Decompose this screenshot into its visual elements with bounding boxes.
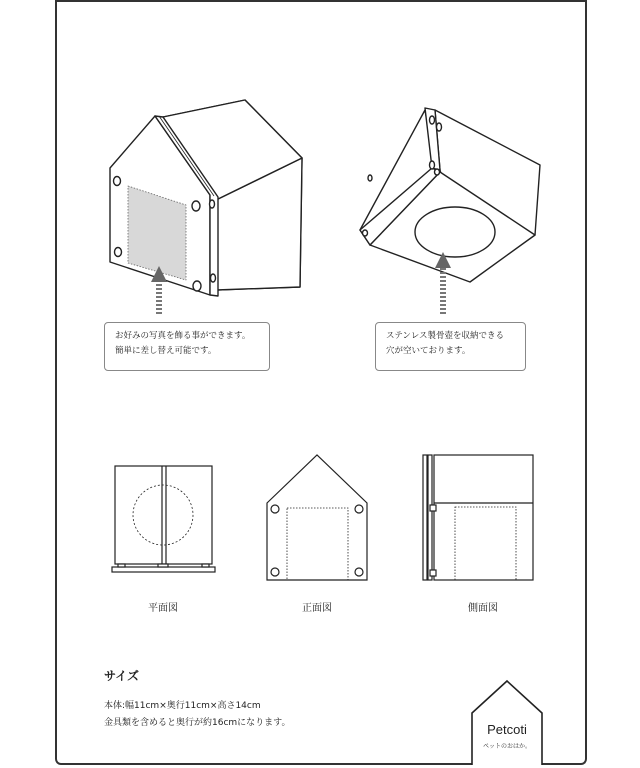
logo-tagline: ペットのおはか。: [482, 744, 531, 750]
photo-frame-note: [104, 322, 270, 371]
house-front-iso-drawing: [110, 100, 302, 296]
side-view-drawing: [423, 455, 533, 580]
plan-view-drawing: [112, 466, 215, 572]
size-dimensions: 本体:幅11cm×奥行11cm×高さ14cm: [104, 701, 261, 711]
size-heading: サイズ: [104, 669, 140, 683]
urn-storage-note-line2: 穴が空いております。: [386, 346, 471, 356]
plan-view-caption: 平面図: [148, 603, 178, 614]
photo-frame-note-line1: お好みの写真を飾る事ができます。: [115, 331, 251, 341]
urn-storage-note: [375, 322, 526, 371]
logo-name: Petcoti: [487, 722, 527, 737]
house-underside-iso-drawing: [360, 108, 540, 282]
front-view-caption: 正面図: [302, 603, 332, 614]
photo-frame-note-line2: 簡単に差し替え可能です。: [115, 346, 217, 356]
urn-storage-note-line1: ステンレス製骨壺を収納できる: [386, 331, 504, 341]
size-note: 金具類を含めると奥行が約16cmになります。: [104, 718, 291, 728]
front-view-drawing: [267, 455, 367, 580]
side-view-caption: 側面図: [468, 603, 498, 614]
